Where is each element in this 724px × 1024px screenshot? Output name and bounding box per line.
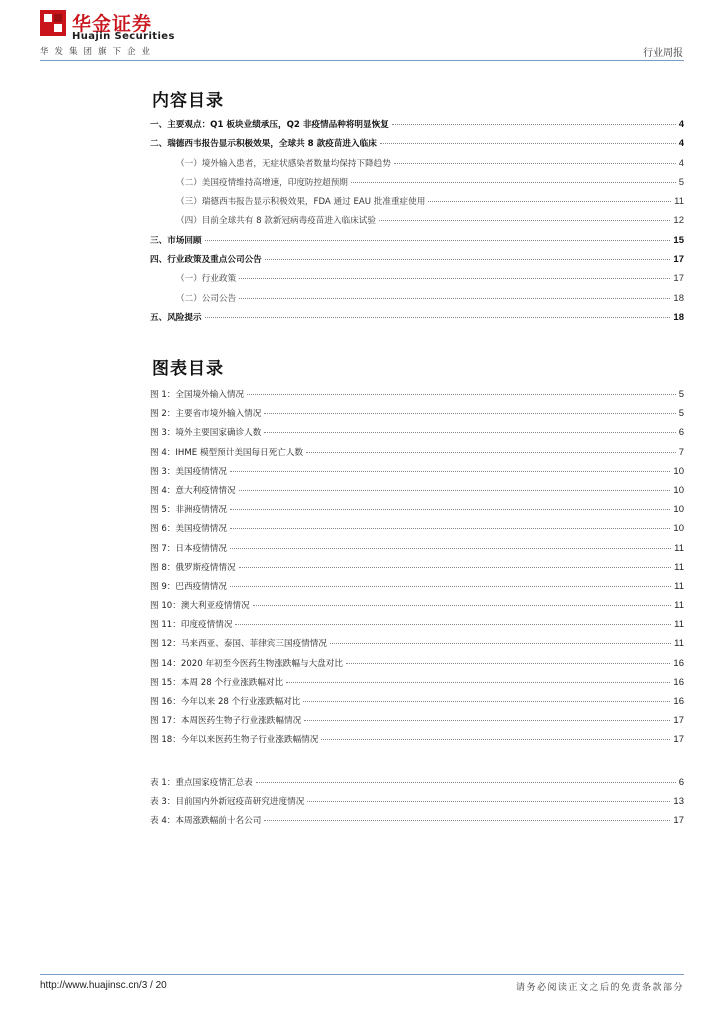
figure-entry-label: 图 9：巴西疫情情况 xyxy=(150,581,227,592)
toc-entry[interactable] xyxy=(150,176,684,195)
toc-entry-page: 11 xyxy=(674,196,684,208)
figure-entry[interactable] xyxy=(150,446,684,465)
dot-leader xyxy=(303,701,670,702)
table-entry-label: 表 4：本周涨跌幅前十名公司 xyxy=(150,816,262,827)
toc-entry-page: 4 xyxy=(678,138,684,150)
toc-list xyxy=(150,118,684,330)
figure-entry[interactable] xyxy=(150,407,684,426)
toc-entry-page: 18 xyxy=(673,311,684,323)
figure-entry-page: 6 xyxy=(678,427,684,439)
dot-leader xyxy=(239,298,670,299)
figure-entry[interactable] xyxy=(150,465,684,484)
figure-entry-label: 图 8：俄罗斯疫情情况 xyxy=(150,562,236,573)
toc-entry-page: 12 xyxy=(673,215,684,227)
toc-entry-page: 5 xyxy=(678,176,684,188)
figure-entry-page: 16 xyxy=(673,676,684,688)
dot-leader xyxy=(304,720,670,721)
figure-entry-page: 11 xyxy=(674,542,684,554)
figure-entry[interactable] xyxy=(150,484,684,503)
dot-leader xyxy=(286,682,670,683)
dot-leader xyxy=(230,528,670,529)
dot-leader xyxy=(239,490,671,491)
toc-entry[interactable] xyxy=(150,292,684,311)
toc-entry[interactable] xyxy=(150,311,684,330)
figure-entry-page: 7 xyxy=(678,446,684,458)
dot-leader xyxy=(235,624,671,625)
header-divider xyxy=(40,60,684,61)
figure-entry[interactable] xyxy=(150,503,684,522)
toc-entry-page: 4 xyxy=(678,157,684,169)
figure-entry-label: 图 14：2020 年初至今医药生物涨跌幅与大盘对比 xyxy=(150,658,343,669)
toc-entry[interactable] xyxy=(150,157,684,176)
figure-list xyxy=(150,388,684,753)
brand-name-cn: 华金证券 xyxy=(72,13,153,35)
figure-entry[interactable] xyxy=(150,695,684,714)
dot-leader xyxy=(428,201,671,202)
figure-entry-label: 图 3：境外主要国家确诊人数 xyxy=(150,428,262,439)
dot-leader xyxy=(230,509,670,510)
figure-entry-page: 17 xyxy=(673,715,684,727)
dot-leader xyxy=(239,278,670,279)
dot-leader xyxy=(379,220,670,221)
toc-entry[interactable] xyxy=(150,214,684,233)
dot-leader xyxy=(264,413,675,414)
toc-title: 内容目录 xyxy=(152,91,224,111)
toc-entry-label: 五、风险提示 xyxy=(150,312,202,323)
footer-divider xyxy=(40,974,684,975)
document-type: 行业周报 xyxy=(643,48,683,59)
figure-entry-page: 5 xyxy=(678,389,684,400)
dot-leader xyxy=(321,739,670,740)
toc-entry[interactable] xyxy=(150,253,684,272)
huajin-logo-icon xyxy=(40,10,66,36)
table-entry-page: 6 xyxy=(678,777,684,788)
toc-entry-page: 4 xyxy=(678,119,684,130)
figure-entry-label: 图 15：本周 28 个行业涨跌幅对比 xyxy=(150,677,284,688)
page-header xyxy=(0,0,724,62)
figure-entry-page: 11 xyxy=(674,580,684,592)
figure-entry[interactable] xyxy=(150,733,684,752)
dot-leader xyxy=(253,605,672,606)
toc-entry-page: 17 xyxy=(673,254,684,266)
toc-entry-label: （二）美国疫情维持高增速，印度防控超预期 xyxy=(176,177,348,188)
figure-entry[interactable] xyxy=(150,618,684,637)
figure-entry[interactable] xyxy=(150,426,684,445)
table-entry-label: 表 1：重点国家疫情汇总表 xyxy=(150,778,253,788)
toc-entry-label: （一）境外输入患者，无症状感染者数量均保持下降趋势 xyxy=(176,158,391,169)
toc-entry-label: （一）行业政策 xyxy=(176,274,237,285)
toc-entry-label: 三、市场回顾 xyxy=(150,235,202,246)
figure-entry-page: 10 xyxy=(673,484,684,496)
figure-entry[interactable] xyxy=(150,599,684,618)
figure-entry-page: 16 xyxy=(673,657,684,669)
dot-leader xyxy=(264,432,675,433)
figure-entry[interactable] xyxy=(150,561,684,580)
toc-entry-label: 一、主要观点：Q1 板块业绩承压，Q2 非疫情品种将明显恢复 xyxy=(150,120,389,130)
toc-entry-page: 15 xyxy=(673,234,684,246)
figure-entry[interactable] xyxy=(150,522,684,541)
footer-disclaimer: 请务必阅读正文之后的免责条款部分 xyxy=(515,983,684,993)
figure-entry[interactable] xyxy=(150,714,684,733)
toc-entry[interactable] xyxy=(150,272,684,291)
toc-entry-label: （四）目前全球共有 8 款新冠病毒疫苗进入临床试验 xyxy=(176,216,376,227)
figure-entry-label: 图 6：美国疫情情况 xyxy=(150,524,227,535)
figure-entry[interactable] xyxy=(150,657,684,676)
figure-entry-label: 图 2：主要省市境外输入情况 xyxy=(150,409,262,420)
toc-entry-page: 17 xyxy=(673,273,684,285)
dot-leader xyxy=(380,143,676,144)
figure-entry-label: 图 5：非洲疫情情况 xyxy=(150,505,227,516)
figure-entry-label: 图 4：IHME 模型预计美国每日死亡人数 xyxy=(150,447,304,458)
figure-entry-page: 10 xyxy=(673,523,684,535)
dot-leader xyxy=(230,548,671,549)
figure-entry-page: 10 xyxy=(673,465,684,477)
figure-entry-label: 图 1：全国境外输入情况 xyxy=(150,390,245,400)
figure-entry-label: 图 3：美国疫情情况 xyxy=(150,466,227,477)
figure-entry[interactable] xyxy=(150,388,684,407)
table-entry[interactable] xyxy=(150,776,684,795)
figure-entry-label: 图 18：今年以来医药生物子行业涨跌幅情况 xyxy=(150,735,319,746)
table-entry[interactable] xyxy=(150,814,684,833)
table-entry-label: 表 3：目前国内外新冠疫苗研究进度情况 xyxy=(150,797,305,808)
figure-entry[interactable] xyxy=(150,542,684,561)
dot-leader xyxy=(247,394,676,395)
figure-entry-page: 11 xyxy=(674,561,684,573)
figure-entry-page: 10 xyxy=(673,504,684,516)
dot-leader xyxy=(330,643,671,644)
group-tagline: 华发集团旗下企业 xyxy=(40,47,157,57)
figure-entry-page: 16 xyxy=(673,696,684,707)
dot-leader xyxy=(394,163,676,164)
figure-entry-page: 11 xyxy=(674,619,684,631)
dot-leader xyxy=(351,182,676,183)
figure-entry[interactable] xyxy=(150,580,684,599)
figure-entry[interactable] xyxy=(150,676,684,695)
figure-entry-label: 图 10：澳大利亚疫情情况 xyxy=(150,601,250,612)
figure-entry-page: 17 xyxy=(673,734,684,746)
figure-entry-page: 11 xyxy=(674,600,684,612)
table-entry[interactable] xyxy=(150,795,684,814)
figure-entry[interactable] xyxy=(150,637,684,656)
figures-title: 图表目录 xyxy=(152,359,224,379)
figure-entry-page: 11 xyxy=(674,638,684,650)
dot-leader xyxy=(239,567,672,568)
dot-leader xyxy=(205,240,671,241)
toc-entry[interactable] xyxy=(150,234,684,253)
toc-entry-label: 二、瑞德西韦报告显示积极效果，全球共 8 款疫苗进入临床 xyxy=(150,139,377,150)
figure-entry-label: 图 11：印度疫情情况 xyxy=(150,620,233,631)
dot-leader xyxy=(230,471,670,472)
dot-leader xyxy=(306,452,676,453)
toc-entry-label: （三）瑞德西韦报告显示积极效果，FDA 通过 EAU 批准重症使用 xyxy=(176,197,426,208)
toc-entry[interactable] xyxy=(150,195,684,214)
dot-leader xyxy=(265,259,671,260)
table-entry-page: 17 xyxy=(673,815,684,827)
dot-leader xyxy=(230,586,671,587)
dot-leader xyxy=(256,782,676,783)
dot-leader xyxy=(264,820,670,821)
dot-leader xyxy=(307,801,670,802)
brand-name-en: Huajin Securities xyxy=(72,31,175,42)
toc-entry-label: 四、行业政策及重点公司公告 xyxy=(150,255,262,266)
footer-url-page[interactable]: http://www.huajinsc.cn/3 / 20 xyxy=(40,980,167,991)
toc-entry[interactable] xyxy=(150,118,684,137)
toc-entry-label: （二）公司公告 xyxy=(176,293,237,304)
figure-entry-page: 5 xyxy=(678,408,684,420)
toc-entry[interactable] xyxy=(150,137,684,156)
figure-entry-label: 图 7：日本疫情情况 xyxy=(150,543,227,554)
dot-leader xyxy=(392,124,676,125)
table-list xyxy=(150,776,684,834)
figure-entry-label: 图 12：马来西亚、泰国、菲律宾三国疫情情况 xyxy=(150,639,327,650)
figure-entry-label: 图 4：意大利疫情情况 xyxy=(150,485,236,496)
dot-leader xyxy=(205,317,671,318)
dot-leader xyxy=(346,663,670,664)
toc-entry-page: 18 xyxy=(673,292,684,304)
figure-entry-label: 图 17：本周医药生物子行业涨跌幅情况 xyxy=(150,716,302,727)
figure-entry-label: 图 16：今年以来 28 个行业涨跌幅对比 xyxy=(150,697,301,707)
table-entry-page: 13 xyxy=(673,796,684,808)
